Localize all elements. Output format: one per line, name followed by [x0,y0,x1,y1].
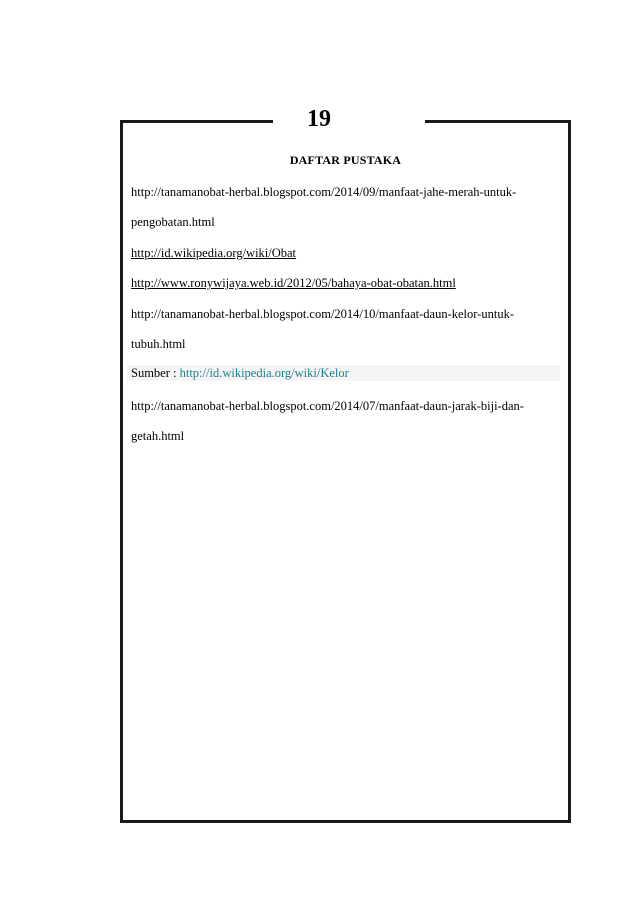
source-prefix: Sumber : [131,366,180,380]
reference-3-link[interactable]: http://www.ronywijaya.web.id/2012/05/bahaya-obat-obatan.html [131,276,456,290]
section-title: DAFTAR PUSTAKA [289,153,402,167]
source-row [127,365,560,381]
reference-6-line-1[interactable]: http://tanamanobat-herbal.blogspot.com/2014/07/manfaat-daun-jarak-biji-dan- [131,399,524,413]
reference-4-line-2[interactable]: tubuh.html [131,337,186,351]
reference-1-line-1[interactable]: http://tanamanobat-herbal.blogspot.com/2014/09/manfaat-jahe-merah-untuk- [131,185,517,199]
reference-2-link[interactable]: http://id.wikipedia.org/wiki/Obat [131,246,297,260]
reference-1-line-2[interactable]: pengobatan.html [131,215,215,229]
source-link[interactable]: http://id.wikipedia.org/wiki/Kelor [179,366,349,380]
reference-6-line-2[interactable]: getah.html [131,429,185,443]
page-number: 19 [307,106,331,132]
source-line [131,365,349,381]
reference-4-line-1[interactable]: http://tanamanobat-herbal.blogspot.com/2014/10/manfaat-daun-kelor-untuk- [131,307,514,321]
